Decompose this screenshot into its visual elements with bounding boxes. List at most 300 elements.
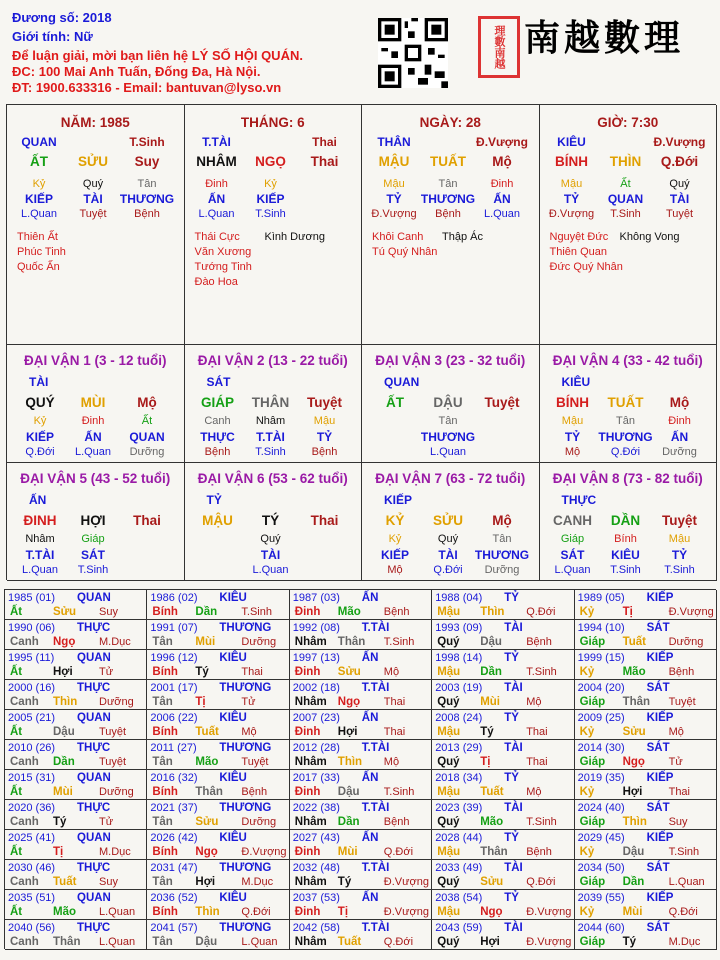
- pillar-star: Tướng Tinh: [194, 261, 252, 273]
- dai-van-stem: SỬU: [433, 513, 463, 528]
- dai-van-gods: SÁT: [81, 548, 105, 562]
- year-phase: Tuyệt: [241, 756, 269, 768]
- dai-van-gods: TÀI: [438, 548, 458, 562]
- year-phase: Bệnh: [383, 816, 410, 828]
- dai-van-phase: L.Quan: [21, 564, 59, 576]
- qr-code-icon[interactable]: [378, 18, 448, 88]
- pillar-stem: SỬU: [78, 154, 108, 169]
- year-branch: Thân: [622, 696, 651, 708]
- dai-van-hidden: Nhâm: [255, 415, 286, 427]
- year-god: TỶ: [504, 652, 519, 664]
- year-cell: [290, 890, 432, 920]
- dai-van-stem: TÝ: [261, 513, 280, 528]
- year-label: 2042 (58): [292, 922, 340, 934]
- year-cell: [147, 620, 289, 650]
- year-stem: Canh: [10, 696, 39, 708]
- year-phase: Tử: [99, 816, 114, 828]
- dai-van-stem: DẬU: [433, 395, 463, 410]
- pillar-star: Thiên Ất: [17, 231, 58, 243]
- year-label: 2016 (32): [150, 772, 198, 784]
- dai-van-gods: THƯƠNG: [598, 430, 653, 444]
- year-stem: Tân: [152, 696, 173, 708]
- year-god: SÁT: [646, 802, 670, 814]
- dai-van-phase: Q.Đới: [610, 446, 641, 458]
- dai-van-hidden: Kỷ: [388, 533, 402, 545]
- year-cell: [290, 920, 432, 950]
- pillar-hidden: Đinh: [205, 178, 228, 190]
- year-label: 2015 (31): [8, 772, 56, 784]
- year-label: 2041 (57): [150, 922, 198, 934]
- year-cell: [575, 650, 717, 680]
- year-stem: Bính: [152, 846, 178, 858]
- pillar-cell: [540, 105, 718, 345]
- dai-van-gods: T.TÀI: [256, 430, 285, 444]
- dai-van-gods: SÁT: [560, 548, 585, 562]
- dai-van-stem: ẤT: [386, 395, 404, 410]
- year-branch: Tị: [53, 846, 64, 858]
- pillar-hidden: Ất: [620, 178, 631, 190]
- year-phase: Thai: [668, 786, 690, 798]
- year-label: 1995 (11): [8, 652, 55, 664]
- year-label: 1987 (03): [292, 592, 340, 604]
- pillar-phase: L.Quan: [198, 208, 235, 220]
- dai-van-stem: HỢI: [80, 513, 106, 528]
- year-cell: [5, 800, 147, 830]
- dai-van-phase: T.Sinh: [77, 564, 109, 576]
- year-label: 2025 (41): [8, 832, 56, 844]
- year-god: TÀI: [504, 922, 523, 934]
- year-label: 2005 (21): [8, 712, 56, 724]
- year-god: TỶ: [504, 592, 519, 604]
- year-label: 1993 (09): [435, 622, 483, 634]
- year-god: QUAN: [77, 772, 111, 784]
- year-god: SÁT: [646, 742, 670, 754]
- year-god: THƯƠNG: [219, 742, 272, 754]
- year-god: QUAN: [77, 712, 111, 724]
- dai-van-cell: [185, 463, 363, 581]
- year-label: 2013 (29): [435, 742, 483, 754]
- year-cell: [432, 620, 574, 650]
- year-phase: L.Quan: [241, 936, 278, 948]
- dai-van-title: ĐẠI VẬN 6 (53 - 62 tuổi): [197, 471, 348, 486]
- year-god: T.TÀI: [361, 922, 390, 934]
- year-branch: Dần: [53, 756, 75, 768]
- year-god: KIÊU: [219, 772, 247, 784]
- pillar-cell: [7, 105, 185, 345]
- year-label: 2004 (20): [577, 682, 625, 694]
- year-god: ẤN: [361, 712, 379, 724]
- year-god: TÀI: [504, 742, 523, 754]
- year-label: 2034 (50): [577, 862, 625, 874]
- pillar-hidden: Đinh: [490, 178, 514, 190]
- year-label: 1997 (13): [292, 652, 340, 664]
- year-stem: Bính: [152, 726, 178, 738]
- dai-van-stem: Mộ: [492, 513, 512, 528]
- year-branch: Tuất: [480, 786, 504, 798]
- year-god: TỶ: [504, 892, 519, 904]
- year-god: TỶ: [504, 772, 519, 784]
- pillar-star: Phúc Tinh: [17, 246, 66, 258]
- year-label: 2008 (24): [435, 712, 483, 724]
- year-label: 2026 (42): [150, 832, 198, 844]
- pillar-star: Kình Dương: [264, 231, 325, 243]
- year-cell: [147, 590, 289, 620]
- pillar-gods: THƯƠNG: [420, 192, 476, 206]
- year-stem: Nhâm: [294, 816, 327, 828]
- dai-van-stem: TUẤT: [607, 395, 644, 410]
- dai-van-hidden: Giáp: [560, 533, 585, 545]
- pillar-phase: T.Sinh: [255, 208, 286, 220]
- dai-van-god: SÁT: [206, 375, 231, 389]
- year-god: ẤN: [361, 892, 379, 904]
- year-branch: Tý: [53, 816, 67, 828]
- year-label: 1986 (02): [150, 592, 198, 604]
- year-cell: [432, 920, 574, 950]
- dai-van-cell: [185, 345, 363, 463]
- dai-van-phase: Dưỡng: [662, 446, 697, 458]
- year-label: 1996 (12): [150, 652, 198, 664]
- pillar-star: Không Vong: [619, 231, 680, 243]
- year-label: 2023 (39): [435, 802, 483, 814]
- pillar-gods: TỶ: [386, 192, 402, 206]
- year-stem: Ất: [10, 666, 23, 678]
- dai-van-title: ĐẠI VẬN 7 (63 - 72 tuổi): [375, 471, 526, 486]
- year-stem: Nhâm: [294, 936, 327, 948]
- pillar-star: Đào Hoa: [194, 276, 238, 288]
- year-phase: Q.Đới: [668, 906, 698, 918]
- year-phase: Đ.Vượng: [668, 606, 714, 618]
- year-label: 2022 (38): [292, 802, 340, 814]
- year-branch: Thìn: [195, 906, 220, 918]
- year-label: 2011 (27): [150, 742, 197, 754]
- year-cell: [432, 680, 574, 710]
- year-phase: Bệnh: [668, 666, 695, 678]
- year-stem: Đinh: [294, 606, 321, 618]
- pillar-gods: KIẾP: [256, 192, 285, 206]
- year-stem: Nhâm: [294, 696, 327, 708]
- year-phase: M.Dục: [241, 876, 274, 888]
- year-god: ẤN: [361, 592, 379, 604]
- dai-van-gods: THƯƠNG: [474, 548, 530, 562]
- year-cell: [432, 890, 574, 920]
- pillar-phase: Bệnh: [134, 208, 160, 220]
- pillar-stem: NGỌ: [255, 154, 286, 169]
- dai-van-god: KIÊU: [561, 375, 591, 389]
- year-god: SÁT: [646, 862, 670, 874]
- year-cell: [575, 800, 717, 830]
- year-phase: Bệnh: [526, 636, 552, 648]
- year-phase: Mộ: [383, 666, 400, 678]
- year-label: 2019 (35): [577, 772, 625, 784]
- year-cell: [147, 890, 289, 920]
- pillar-stem: MẬU: [378, 154, 410, 169]
- year-cell: [575, 830, 717, 860]
- pillar-phase: L.Quan: [20, 208, 58, 220]
- pillar-phase: Tuyệt: [665, 208, 694, 220]
- year-label: 2018 (34): [435, 772, 483, 784]
- year-label: 1994 (10): [577, 622, 625, 634]
- year-branch: Hợi: [480, 936, 500, 948]
- year-branch: Thìn: [337, 756, 363, 768]
- year-stem: Giáp: [579, 756, 606, 768]
- year-label: 2031 (47): [150, 862, 198, 874]
- year-phase: Dưỡng: [99, 696, 134, 708]
- year-branch: Dần: [480, 666, 502, 678]
- year-phase: Đ.Vượng: [241, 846, 287, 858]
- year-god: THỰC: [77, 862, 111, 874]
- year-branch: Mão: [480, 816, 504, 828]
- dai-van-stem: MẬU: [202, 513, 233, 528]
- year-stem: Bính: [152, 906, 178, 918]
- year-cell: [5, 890, 147, 920]
- pillar-top: T.Sinh: [129, 135, 165, 149]
- year-stem: Mậu: [437, 906, 461, 918]
- year-label: 2039 (55): [577, 892, 625, 904]
- dai-van-gods: ẤN: [670, 430, 689, 444]
- year-cell: [432, 590, 574, 620]
- year-cell: [432, 770, 574, 800]
- year-branch: Mùi: [337, 846, 358, 858]
- year-label: 2029 (45): [577, 832, 625, 844]
- year-god: TÀI: [504, 622, 523, 634]
- dai-van-phase: Q.Đới: [25, 446, 55, 458]
- year-stem: Canh: [10, 816, 39, 828]
- year-phase: Mộ: [668, 726, 684, 738]
- year-branch: Sửu: [53, 606, 77, 618]
- year-branch: Mão: [622, 666, 646, 678]
- pillar-phase: Bệnh: [435, 208, 461, 220]
- dai-van-cell: [7, 345, 185, 463]
- year-branch: Tuất: [337, 936, 362, 948]
- year-stem: Tân: [152, 756, 173, 768]
- year-phase: Mộ: [383, 756, 400, 768]
- year-stem: Đinh: [294, 666, 321, 678]
- year-branch: Ngọ: [622, 756, 645, 768]
- pillar-hidden: Mậu: [383, 178, 405, 190]
- year-stem: Mậu: [437, 846, 461, 858]
- dai-van-title: ĐẠI VẬN 2 (13 - 22 tuổi): [197, 353, 348, 368]
- year-cell: [575, 860, 717, 890]
- year-label: 2021 (37): [150, 802, 198, 814]
- year-stem: Mậu: [437, 606, 461, 618]
- year-cell: [147, 920, 289, 950]
- year-phase: Bệnh: [383, 606, 410, 618]
- year-stem: Ất: [10, 846, 23, 858]
- year-cell: [5, 680, 147, 710]
- year-god: ẤN: [361, 832, 379, 844]
- dai-van-gods: KIÊU: [611, 548, 640, 562]
- year-cell: [5, 770, 147, 800]
- pillar-star: Văn Xương: [194, 246, 252, 258]
- dai-van-hidden: Mậu: [668, 533, 691, 545]
- pillar-title: GIỜ: 7:30: [597, 115, 659, 130]
- year-phase: L.Quan: [99, 906, 136, 918]
- year-cell: [432, 830, 574, 860]
- pillar-star: Khôi Canh: [372, 231, 424, 243]
- year-phase: Q.Đới: [241, 906, 271, 918]
- year-branch: Ngọ: [480, 906, 503, 918]
- pillar-stem: TUẤT: [430, 154, 466, 169]
- year-phase: Dưỡng: [99, 786, 134, 798]
- pillar-top: Đ.Vượng: [653, 135, 706, 149]
- dai-van-phase: L.Quan: [252, 564, 289, 576]
- brand-logo: 南越數理: [524, 17, 685, 59]
- year-label: 2037 (53): [292, 892, 340, 904]
- year-phase: Dưỡng: [241, 636, 277, 648]
- year-label: 1985 (01): [8, 592, 56, 604]
- year-god: KIÊU: [219, 832, 247, 844]
- year-stem: Giáp: [579, 936, 606, 948]
- year-phase: Mộ: [526, 786, 542, 798]
- year-cell: [290, 800, 432, 830]
- pillar-stem: Mộ: [492, 154, 512, 169]
- year-god: TỶ: [504, 832, 519, 844]
- year-cell: [147, 680, 289, 710]
- year-label: 2033 (49): [435, 862, 483, 874]
- year-phase: Q.Đới: [383, 846, 414, 858]
- pillar-star: Tú Quý Nhân: [372, 246, 438, 258]
- year-branch: Tý: [195, 666, 209, 678]
- year-stem: Ất: [10, 726, 23, 738]
- year-branch: Dần: [622, 876, 645, 888]
- year-phase: Tuyệt: [668, 696, 696, 708]
- pillar-title: NĂM: 1985: [60, 115, 130, 130]
- year-phase: Thai: [526, 726, 548, 738]
- year-god: KIẾP: [646, 832, 674, 844]
- year-cell: [147, 860, 289, 890]
- dai-van-stem: KỶ: [385, 513, 405, 528]
- year-branch: Hợi: [337, 726, 358, 738]
- pillar-hidden: Kỷ: [264, 178, 277, 190]
- year-cell: [290, 620, 432, 650]
- pillar-top: QUAN: [21, 135, 57, 149]
- dai-van-hidden: Tân: [492, 533, 512, 545]
- year-branch: Tý: [480, 726, 494, 738]
- year-branch: Mùi: [195, 636, 216, 648]
- header: [0, 0, 720, 100]
- dai-van-hidden: Mậu: [313, 415, 336, 427]
- dai-van-hidden: Quý: [260, 533, 281, 545]
- year-god: KIẾP: [646, 712, 674, 724]
- year-branch: Tuất: [53, 876, 77, 888]
- dai-van-hidden: Đinh: [81, 415, 105, 427]
- dai-van-cell: [540, 345, 718, 463]
- dai-van-phase: L.Quan: [429, 446, 467, 458]
- year-label: 2038 (54): [435, 892, 483, 904]
- year-cell: [432, 710, 574, 740]
- year-god: KIẾP: [646, 652, 674, 664]
- year-phase: Mộ: [241, 726, 257, 738]
- year-label: 2006 (22): [150, 712, 198, 724]
- year-stem: Ất: [10, 906, 23, 918]
- year-phase: Đ.Vượng: [383, 906, 429, 918]
- year-branch: Dậu: [195, 936, 218, 948]
- year-god: KIÊU: [219, 592, 247, 604]
- subject-year: Đương số: 2018: [12, 10, 112, 25]
- contact-phone-email[interactable]: ĐT: 1900.633316 - Email: bantuvan@lyso.vn: [12, 80, 282, 95]
- dai-van-phase: Q.Đới: [433, 564, 463, 576]
- dai-van-hidden: Canh: [204, 415, 231, 427]
- year-god: TÀI: [504, 862, 523, 874]
- year-branch: Tý: [622, 936, 637, 948]
- dai-van-stem: GIÁP: [200, 395, 235, 410]
- year-stem: Đinh: [294, 906, 321, 918]
- year-branch: Dần: [195, 606, 218, 618]
- year-cell: [290, 860, 432, 890]
- year-cell: [5, 830, 147, 860]
- year-god: KIÊU: [219, 712, 247, 724]
- year-branch: Sửu: [622, 726, 646, 738]
- pillar-top: KIÊU: [557, 135, 586, 149]
- year-branch: Thìn: [53, 696, 78, 708]
- year-god: KIẾP: [646, 892, 674, 904]
- year-branch: Ngọ: [53, 636, 76, 648]
- year-branch: Tị: [622, 606, 633, 618]
- year-branch: Thìn: [480, 606, 505, 618]
- year-label: 2014 (30): [577, 742, 625, 754]
- year-phase: Q.Đới: [526, 876, 556, 888]
- year-phase: Đ.Vượng: [383, 876, 429, 888]
- year-stem: Quý: [437, 936, 460, 948]
- pillar-gods: QUAN: [607, 192, 644, 206]
- year-stem: Quý: [437, 756, 460, 768]
- year-label: 1988 (04): [435, 592, 483, 604]
- year-phase: T.Sinh: [526, 816, 557, 828]
- year-branch: Mùi: [480, 696, 500, 708]
- contact-invite: Để luận giải, mời bạn liên hệ LÝ SỐ HỘI QUÁN.: [12, 48, 303, 63]
- year-cell: [290, 740, 432, 770]
- year-branch: Sửu: [195, 816, 219, 828]
- year-label: 2024 (40): [577, 802, 625, 814]
- year-stem: Ất: [10, 606, 23, 618]
- year-cell: [432, 860, 574, 890]
- year-phase: Tử: [241, 696, 256, 708]
- year-label: 2003 (19): [435, 682, 483, 694]
- year-stem: Bính: [152, 666, 178, 678]
- pillar-phase: Đ.Vượng: [371, 208, 417, 220]
- year-branch: Tị: [480, 756, 491, 768]
- dai-van-hidden: Nhâm: [25, 533, 55, 545]
- year-label: 2001 (17): [150, 682, 198, 694]
- year-god: TỶ: [504, 712, 519, 724]
- dai-van-stem: Tuyệt: [306, 395, 343, 410]
- year-god: SÁT: [646, 682, 670, 694]
- year-stem: Nhâm: [294, 756, 327, 768]
- dai-van-phase: Mộ: [387, 564, 403, 576]
- dai-van-god: TÀI: [29, 375, 49, 389]
- year-phase: M.Dục: [668, 936, 701, 948]
- dai-van-gods: ẤN: [84, 430, 102, 444]
- year-phase: T.Sinh: [668, 846, 700, 858]
- dai-van-phase: L.Quan: [74, 446, 112, 458]
- pillar-gods: TỶ: [563, 192, 580, 206]
- year-cell: [5, 740, 147, 770]
- year-phase: Tử: [99, 666, 114, 678]
- year-cell: [5, 710, 147, 740]
- year-branch: Sửu: [337, 666, 361, 678]
- year-god: KIẾP: [646, 592, 674, 604]
- dai-van-stem: DẦN: [610, 513, 641, 528]
- year-label: 1990 (06): [8, 622, 56, 634]
- pillar-hidden: Quý: [82, 178, 104, 190]
- year-phase: T.Sinh: [526, 666, 557, 678]
- year-label: 2030 (46): [8, 862, 56, 874]
- year-phase: Bệnh: [526, 846, 552, 858]
- dai-van-stem: MÙI: [80, 395, 106, 410]
- year-phase: M.Dục: [99, 846, 131, 858]
- dai-van-stem: Thai: [133, 513, 161, 528]
- year-stem: Nhâm: [294, 876, 327, 888]
